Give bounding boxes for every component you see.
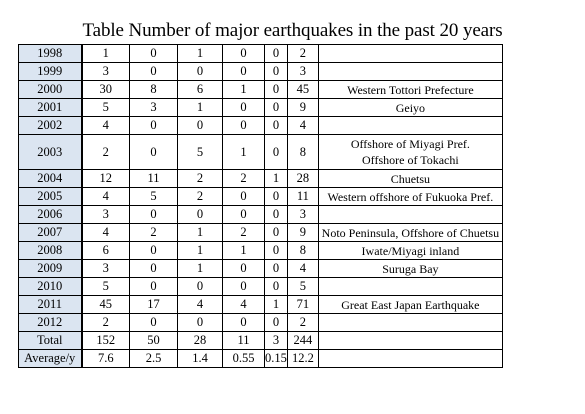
notable-earthquake-cell xyxy=(318,278,502,296)
count-cell: 3 xyxy=(130,99,178,117)
table-row xyxy=(19,81,503,99)
count-cell: 28 xyxy=(178,332,223,350)
count-cell: 17 xyxy=(130,296,178,314)
notable-earthquake-cell xyxy=(318,296,502,314)
count-cell: 0 xyxy=(130,314,178,332)
count-cell: 8 xyxy=(287,135,318,170)
count-cell: 3 xyxy=(82,63,130,81)
count-cell: 0 xyxy=(223,278,265,296)
table-row xyxy=(19,135,503,170)
count-cell: 3 xyxy=(265,332,288,350)
count-cell: 12.2 xyxy=(287,350,318,368)
count-cell: 0 xyxy=(265,45,288,63)
count-cell: 0 xyxy=(130,260,178,278)
count-cell: 0 xyxy=(130,135,178,170)
table-row xyxy=(19,278,503,296)
notable-earthquake-cell xyxy=(318,206,502,224)
notable-earthquake-cell xyxy=(318,242,502,260)
count-cell: 6 xyxy=(178,81,223,99)
count-cell: 1.4 xyxy=(178,350,223,368)
notable-earthquake-cell xyxy=(318,224,502,242)
year-cell: 2012 xyxy=(19,314,82,332)
notable-earthquake-cell xyxy=(318,135,502,170)
table-row xyxy=(19,188,503,206)
count-cell: 1 xyxy=(265,296,288,314)
notable-earthquake-cell xyxy=(318,117,502,135)
count-cell: 0 xyxy=(223,99,265,117)
table-row xyxy=(19,206,503,224)
table-row xyxy=(19,117,503,135)
count-cell: 2 xyxy=(287,314,318,332)
table-row xyxy=(19,260,503,278)
year-cell: 2007 xyxy=(19,224,82,242)
year-cell: Average/y xyxy=(19,350,82,368)
count-cell: 30 xyxy=(82,81,130,99)
table-title: Table Number of major earthquakes in the past 20 years xyxy=(82,20,503,41)
count-cell: 9 xyxy=(287,99,318,117)
count-cell: 0 xyxy=(265,242,288,260)
count-cell: 45 xyxy=(287,81,318,99)
count-cell: 1 xyxy=(178,45,223,63)
count-cell: 3 xyxy=(82,260,130,278)
count-cell: 8 xyxy=(130,81,178,99)
count-cell: 0 xyxy=(265,314,288,332)
count-cell: 0 xyxy=(130,206,178,224)
count-cell: 0 xyxy=(130,63,178,81)
count-cell: 11 xyxy=(287,188,318,206)
year-cell: 1998 xyxy=(19,45,82,63)
year-cell: 1999 xyxy=(19,63,82,81)
count-cell: 1 xyxy=(82,45,130,63)
notable-earthquake-name: Great East Japan Earthquake xyxy=(341,297,480,312)
count-cell: 0 xyxy=(130,278,178,296)
count-cell: 6 xyxy=(82,242,130,260)
notable-earthquake-cell xyxy=(318,99,502,117)
count-cell: 2 xyxy=(287,45,318,63)
count-cell: 45 xyxy=(82,296,130,314)
table-row xyxy=(19,63,503,81)
year-cell: Total xyxy=(19,332,82,350)
count-cell: 0.55 xyxy=(223,350,265,368)
count-cell: 0 xyxy=(130,117,178,135)
notable-earthquake-name: Suruga Bay xyxy=(382,261,439,276)
count-cell: 0 xyxy=(178,314,223,332)
count-cell: 0 xyxy=(265,99,288,117)
count-cell: 4 xyxy=(82,188,130,206)
count-cell: 0 xyxy=(178,117,223,135)
count-cell: 0 xyxy=(223,314,265,332)
notable-earthquake-name: Offshore of Miyagi Pref. xyxy=(350,137,470,151)
count-cell: 1 xyxy=(265,170,288,188)
count-cell: 28 xyxy=(287,170,318,188)
count-cell: 152 xyxy=(82,332,130,350)
count-cell: 0 xyxy=(223,260,265,278)
count-cell: 11 xyxy=(223,332,265,350)
notable-earthquake-name: Chuetsu xyxy=(390,171,431,186)
count-cell: 0 xyxy=(223,188,265,206)
year-cell: 2003 xyxy=(19,135,82,170)
table-row xyxy=(19,224,503,242)
earthquake-table xyxy=(18,44,503,368)
count-cell: 0 xyxy=(178,63,223,81)
notable-earthquake-cell xyxy=(318,314,502,332)
count-cell: 1 xyxy=(178,260,223,278)
count-cell: 0 xyxy=(178,206,223,224)
count-cell: 1 xyxy=(223,135,265,170)
notable-earthquake-cell xyxy=(318,188,502,206)
notable-earthquake-name: Iwate/Miyagi inland xyxy=(361,243,460,258)
count-cell: 2.5 xyxy=(130,350,178,368)
count-cell: 0 xyxy=(130,45,178,63)
count-cell: 1 xyxy=(223,81,265,99)
count-cell: 0 xyxy=(265,63,288,81)
count-cell: 0 xyxy=(265,135,288,170)
count-cell: 244 xyxy=(287,332,318,350)
count-cell: 0 xyxy=(178,278,223,296)
count-cell: 9 xyxy=(287,224,318,242)
count-cell: 0 xyxy=(265,81,288,99)
count-cell: 0 xyxy=(265,260,288,278)
count-cell: 0 xyxy=(223,117,265,135)
count-cell: 2 xyxy=(130,224,178,242)
year-cell: 2004 xyxy=(19,170,82,188)
count-cell: 1 xyxy=(178,224,223,242)
year-cell: 2009 xyxy=(19,260,82,278)
count-cell: 1 xyxy=(178,242,223,260)
count-cell: 11 xyxy=(130,170,178,188)
table-row xyxy=(19,99,503,117)
count-cell: 3 xyxy=(287,206,318,224)
table-row xyxy=(19,350,503,368)
count-cell: 0.15 xyxy=(265,350,288,368)
count-cell: 2 xyxy=(223,170,265,188)
year-cell: 2010 xyxy=(19,278,82,296)
notable-earthquake-cell xyxy=(318,260,502,278)
table-body xyxy=(19,45,503,368)
count-cell: 2 xyxy=(178,188,223,206)
count-cell: 8 xyxy=(287,242,318,260)
count-cell: 4 xyxy=(287,117,318,135)
year-cell: 2005 xyxy=(19,188,82,206)
count-cell: 4 xyxy=(287,260,318,278)
count-cell: 4 xyxy=(82,117,130,135)
count-cell: 0 xyxy=(130,242,178,260)
count-cell: 0 xyxy=(265,117,288,135)
count-cell: 0 xyxy=(223,45,265,63)
table-row xyxy=(19,296,503,314)
table-row xyxy=(19,242,503,260)
table-row xyxy=(19,170,503,188)
notable-earthquake-name: Western Tottori Prefecture xyxy=(347,82,474,97)
table-row xyxy=(19,314,503,332)
year-cell: 2011 xyxy=(19,296,82,314)
count-cell: 2 xyxy=(223,224,265,242)
notable-earthquake-name: Offshore of Tokachi xyxy=(362,153,459,167)
count-cell: 1 xyxy=(223,242,265,260)
notable-earthquake-name: Western offshore of Fukuoka Pref. xyxy=(327,189,494,204)
year-cell: 2008 xyxy=(19,242,82,260)
notable-earthquake-cell xyxy=(318,63,502,81)
table-row xyxy=(19,332,503,350)
count-cell: 5 xyxy=(287,278,318,296)
count-cell: 5 xyxy=(82,99,130,117)
count-cell: 0 xyxy=(265,224,288,242)
count-cell: 2 xyxy=(82,314,130,332)
count-cell: 5 xyxy=(130,188,178,206)
count-cell: 0 xyxy=(223,63,265,81)
notable-earthquake-cell xyxy=(318,170,502,188)
count-cell: 7.6 xyxy=(82,350,130,368)
count-cell: 0 xyxy=(265,206,288,224)
notable-earthquake-cell xyxy=(318,350,502,368)
table-row xyxy=(19,45,503,63)
count-cell: 3 xyxy=(287,63,318,81)
notable-earthquake-cell xyxy=(318,81,502,99)
year-cell: 2006 xyxy=(19,206,82,224)
count-cell: 4 xyxy=(178,296,223,314)
count-cell: 5 xyxy=(82,278,130,296)
count-cell: 12 xyxy=(82,170,130,188)
count-cell: 3 xyxy=(82,206,130,224)
count-cell: 0 xyxy=(223,206,265,224)
count-cell: 50 xyxy=(130,332,178,350)
count-cell: 2 xyxy=(178,170,223,188)
count-cell: 0 xyxy=(265,188,288,206)
count-cell: 0 xyxy=(265,278,288,296)
count-cell: 5 xyxy=(178,135,223,170)
notable-earthquake-name: Geiyo xyxy=(395,100,426,115)
count-cell: 4 xyxy=(82,224,130,242)
year-cell: 2001 xyxy=(19,99,82,117)
count-cell: 4 xyxy=(223,296,265,314)
notable-earthquake-cell xyxy=(318,45,502,63)
count-cell: 1 xyxy=(178,99,223,117)
year-cell: 2000 xyxy=(19,81,82,99)
year-cell: 2002 xyxy=(19,117,82,135)
notable-earthquake-name: Noto Peninsula, Offshore of Chuetsu xyxy=(321,225,500,240)
notable-earthquake-cell xyxy=(318,332,502,350)
count-cell: 2 xyxy=(82,135,130,170)
count-cell: 71 xyxy=(287,296,318,314)
